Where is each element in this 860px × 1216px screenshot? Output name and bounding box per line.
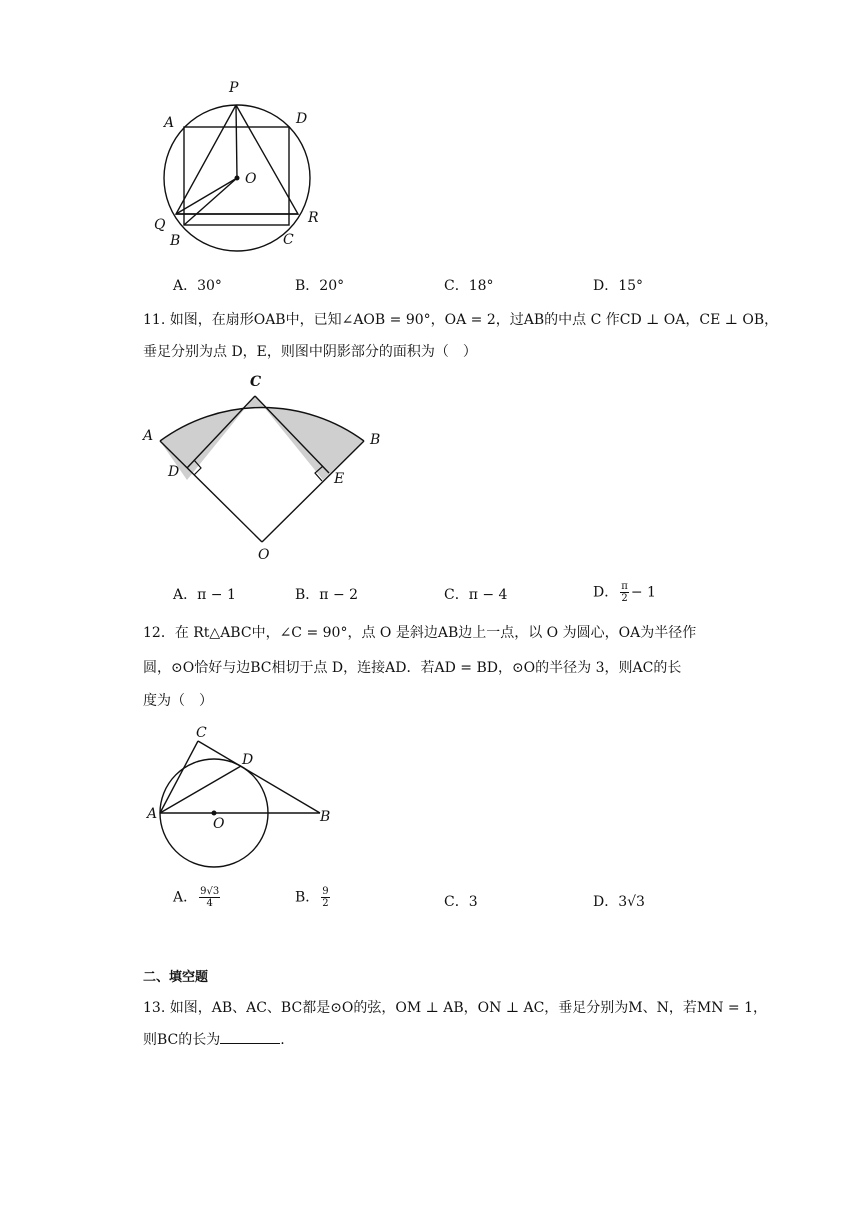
q11-option-c[interactable]: C．π − 4 bbox=[444, 587, 508, 603]
fraction-numerator: 9√3 bbox=[200, 886, 220, 897]
q12-option-a-fraction bbox=[199, 886, 220, 909]
label-A: A bbox=[143, 428, 154, 444]
label-R: R bbox=[308, 210, 319, 226]
label-C: C bbox=[196, 725, 207, 741]
label-A: A bbox=[147, 806, 158, 822]
label-B: B bbox=[170, 233, 181, 249]
q11-stem-line2: 垂足分别为点 D，E，则图中阴影部分的面积为（ ） bbox=[143, 344, 477, 360]
q13-stem-line2 bbox=[143, 1029, 285, 1051]
q10-option-b[interactable]: B．20° bbox=[295, 278, 345, 294]
label-O: O bbox=[245, 171, 257, 187]
q12-option-b-fraction bbox=[321, 886, 329, 909]
q13-stem-prefix: 则BC的长为 bbox=[143, 1032, 221, 1048]
figure-q12 bbox=[140, 720, 340, 875]
fraction-denominator: 4 bbox=[206, 898, 213, 909]
q12-stem-line3: 度为（ ） bbox=[143, 693, 213, 709]
q10-option-d[interactable]: D．15° bbox=[593, 278, 644, 294]
q11-option-d[interactable] bbox=[593, 581, 656, 604]
q12-option-a[interactable] bbox=[173, 886, 222, 909]
q12-stem-line2: 圆，⊙O恰好与边BC相切于点 D，连接AD．若AD = BD，⊙O的半径为 3，则AC的长 bbox=[143, 660, 682, 676]
q10-option-a[interactable]: A．30° bbox=[173, 278, 222, 294]
q12-option-a-prefix: A． bbox=[173, 889, 198, 906]
q11-option-b[interactable]: B．π − 2 bbox=[295, 587, 359, 603]
fraction-denominator: 2 bbox=[322, 898, 329, 909]
label-C: C bbox=[283, 232, 294, 248]
q12-option-d[interactable]: D．3√3 bbox=[593, 894, 645, 910]
q10-option-c[interactable]: C．18° bbox=[444, 278, 494, 294]
q12-option-b[interactable] bbox=[295, 886, 332, 909]
fraction-denominator: 2 bbox=[621, 593, 628, 604]
q12-option-c[interactable]: C．3 bbox=[444, 894, 478, 910]
q11-stem-line1: 11. 如图，在扇形OAB中，已知∠AOB = 90°，OA = 2，过AB的中点 C 作CD ⊥ OA，CE ⊥ OB， bbox=[143, 312, 779, 328]
label-A: A bbox=[164, 115, 175, 131]
label-B: B bbox=[370, 432, 381, 448]
q11-option-a[interactable]: A．π − 1 bbox=[173, 587, 236, 603]
figure-q10 bbox=[140, 70, 340, 255]
q11-option-d-fraction bbox=[620, 581, 629, 604]
label-B: B bbox=[320, 809, 331, 825]
q11-option-d-prefix: D． bbox=[593, 584, 619, 601]
label-O: O bbox=[213, 816, 225, 832]
fraction-numerator: π bbox=[621, 581, 628, 592]
label-D: D bbox=[168, 464, 180, 480]
q13-answer-blank[interactable] bbox=[220, 1029, 280, 1044]
label-O: O bbox=[258, 547, 270, 563]
q12-option-b-prefix: B． bbox=[295, 889, 320, 906]
label-C: C bbox=[250, 374, 262, 390]
section-title-fill-in: 二、填空题 bbox=[143, 970, 209, 985]
fraction-numerator: 9 bbox=[322, 886, 329, 897]
figure-q11 bbox=[140, 372, 400, 564]
q13-stem-line1: 13. 如图，AB、AC、BC都是⊙O的弦，OM ⊥ AB，ON ⊥ AC，垂足分别为M、N，若MN = 1， bbox=[143, 1000, 768, 1016]
label-D: D bbox=[242, 752, 254, 768]
label-P: P bbox=[229, 80, 239, 96]
label-E: E bbox=[334, 471, 345, 487]
q13-stem-suffix: . bbox=[280, 1032, 285, 1048]
label-Q: Q bbox=[154, 217, 166, 233]
q11-option-d-tail: − 1 bbox=[630, 584, 656, 601]
q12-stem-line1: 12．在 Rt△ABC中，∠C = 90°，点 O 是斜边AB边上一点，以 O 为圆心，OA为半径作 bbox=[143, 625, 697, 641]
label-D: D bbox=[296, 111, 308, 127]
